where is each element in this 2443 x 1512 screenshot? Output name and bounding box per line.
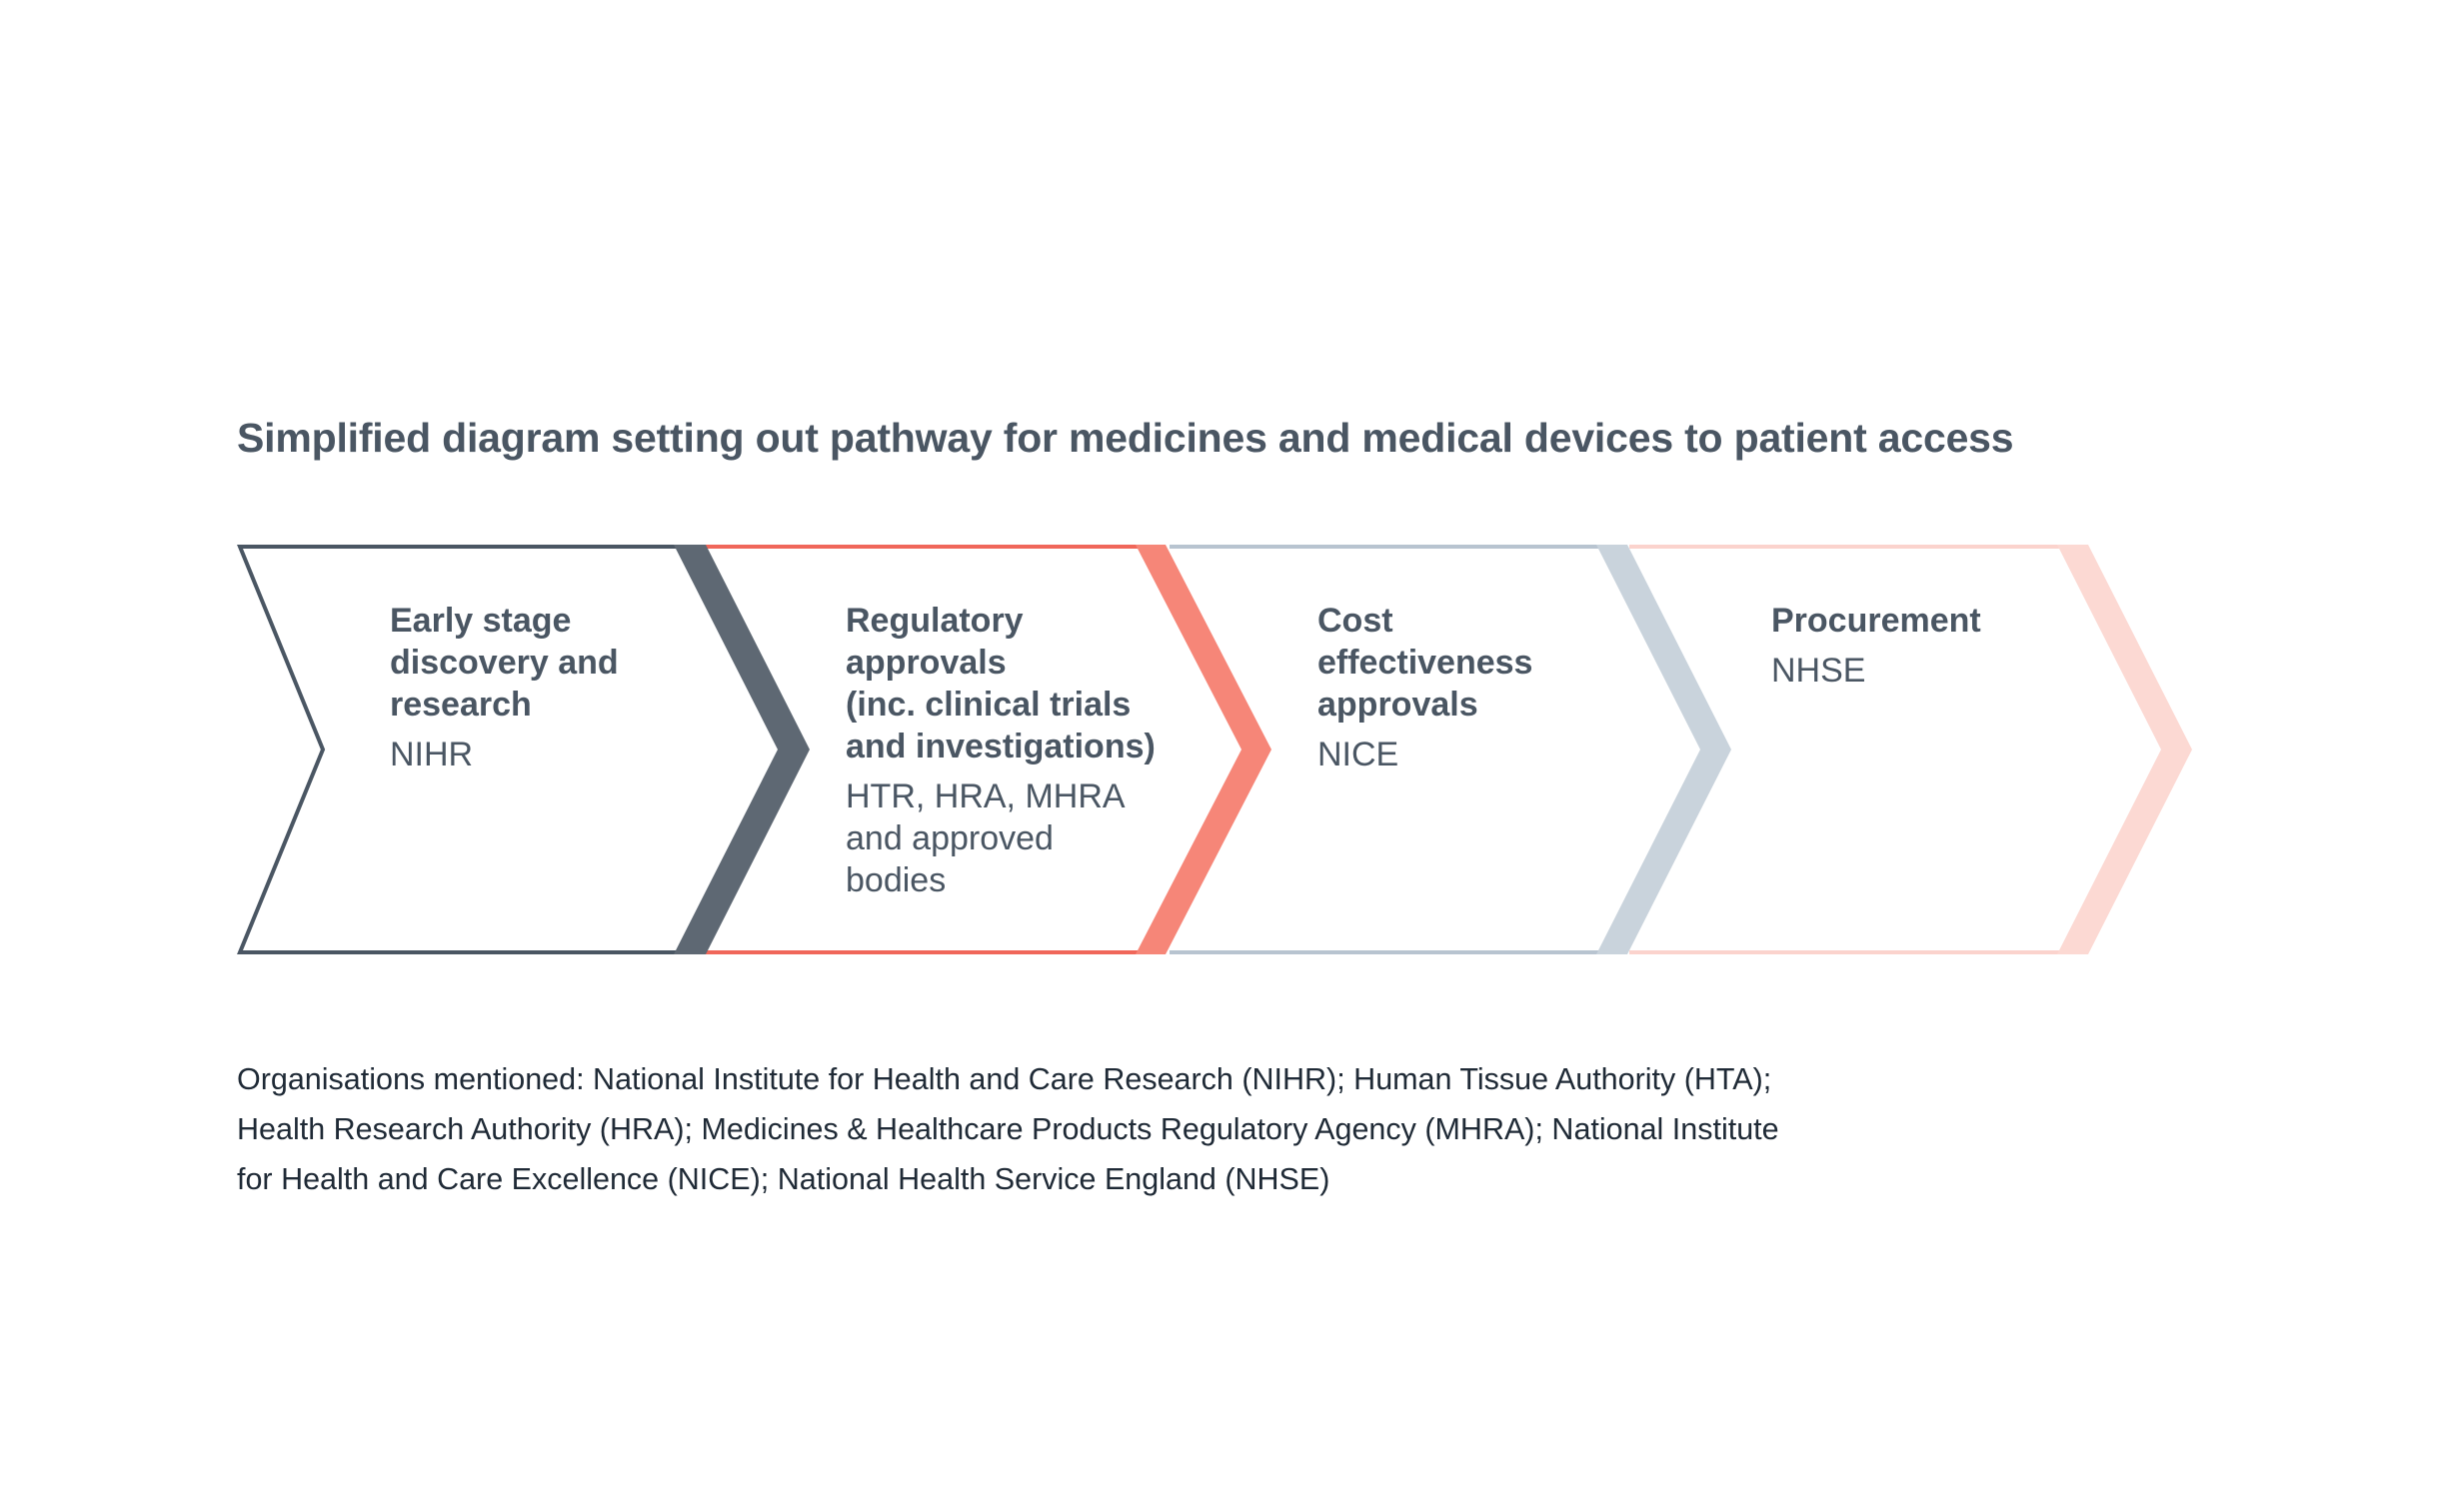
stage-orgs: NIHR xyxy=(390,736,474,773)
stage-cost-effectiveness xyxy=(1317,600,1532,775)
stage-title: Procurement xyxy=(1771,602,1981,640)
chevron-4 xyxy=(2057,545,2192,954)
chevron-3 xyxy=(1596,545,1731,954)
stage-orgs: HTR, HRA, MHRA and approved bodies xyxy=(846,777,1126,899)
organisations-footnote: Organisations mentioned: National Institute for Health and Care Research (NIHR); Human Tissue Authority (HTA); Health Research Authority (HRA); Medicines & Healthcare Products Regulatory Agency (MHRA); National Institute for Health and Care Excellence (NICE); National Health Service England (NHSE) xyxy=(237,1062,1779,1196)
stage-procurement xyxy=(1771,600,1981,692)
stage-regulatory-approvals xyxy=(846,600,1156,901)
diagram-title: Simplified diagram setting out pathway for medicines and medical devices to patient access xyxy=(237,415,2014,461)
stage-title: Early stage discovery and research xyxy=(390,602,619,724)
stage-early-research xyxy=(390,600,619,775)
stage-title: Cost effectiveness approvals xyxy=(1317,602,1533,724)
chevron-1 xyxy=(674,545,810,954)
stage-orgs: NICE xyxy=(1317,736,1399,773)
chevron-2 xyxy=(1136,545,1271,954)
stage-orgs: NHSE xyxy=(1771,652,1866,690)
stage-title: Regulatory approvals (inc. clinical trials and investigations) xyxy=(846,602,1156,765)
